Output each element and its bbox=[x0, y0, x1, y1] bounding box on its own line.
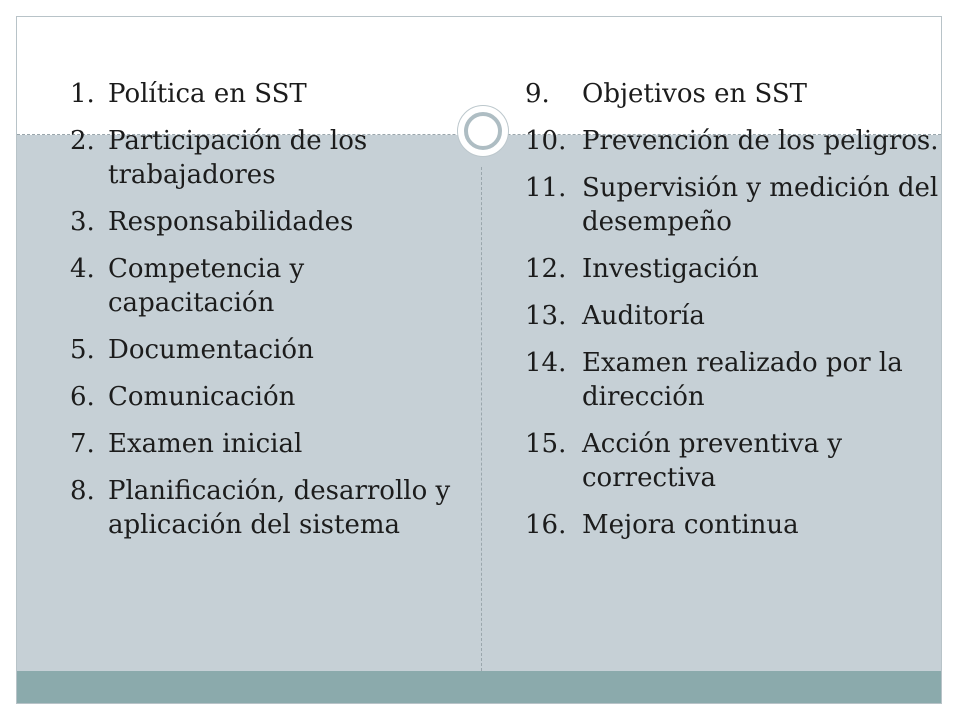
item-text: Mejora continua bbox=[582, 510, 799, 540]
item-text: Documentación bbox=[108, 335, 314, 365]
item-number: 8. bbox=[70, 476, 95, 506]
item-text: Objetivos en SST bbox=[582, 79, 808, 109]
item-text: Examen inicial bbox=[108, 429, 303, 459]
column-divider bbox=[481, 167, 482, 671]
list-item bbox=[525, 77, 942, 111]
list-item bbox=[70, 124, 470, 192]
item-number: 14. bbox=[525, 348, 567, 378]
list-item bbox=[70, 252, 470, 320]
item-number: 13. bbox=[525, 301, 567, 331]
list-item bbox=[525, 299, 942, 333]
item-number: 4. bbox=[70, 254, 95, 284]
list-item bbox=[70, 333, 470, 367]
item-number: 5. bbox=[70, 335, 95, 365]
list-item bbox=[70, 77, 470, 111]
item-number: 7. bbox=[70, 429, 95, 459]
list-item bbox=[70, 380, 470, 414]
item-number: 6. bbox=[70, 382, 95, 412]
slide bbox=[16, 16, 942, 704]
list-item bbox=[525, 346, 942, 414]
item-text: Responsabilidades bbox=[108, 207, 354, 237]
left-list bbox=[70, 77, 470, 555]
item-number: 16. bbox=[525, 510, 567, 540]
item-number: 15. bbox=[525, 429, 567, 459]
list-item bbox=[70, 427, 470, 461]
list-item bbox=[525, 171, 942, 239]
item-text: Competencia y capacitación bbox=[108, 254, 305, 318]
list-item bbox=[525, 124, 942, 158]
list-item bbox=[525, 252, 942, 286]
list-item bbox=[70, 474, 470, 542]
right-list bbox=[525, 77, 942, 555]
item-text: Participación de los trabajadores bbox=[108, 126, 368, 190]
item-text: Prevención de los peligros. bbox=[582, 126, 939, 156]
item-text: Investigación bbox=[582, 254, 759, 284]
item-text: Comunicación bbox=[108, 382, 296, 412]
item-number: 12. bbox=[525, 254, 567, 284]
item-number: 2. bbox=[70, 126, 95, 156]
list-item bbox=[525, 508, 942, 542]
item-text: Planificación, desarrollo y aplicación del sistema bbox=[108, 476, 451, 540]
item-number: 10. bbox=[525, 126, 567, 156]
list-item bbox=[70, 205, 470, 239]
item-text: Acción preventiva y correctiva bbox=[582, 429, 843, 493]
item-number: 3. bbox=[70, 207, 95, 237]
item-text: Examen realizado por la dirección bbox=[582, 348, 903, 412]
item-number: 9. bbox=[525, 79, 550, 109]
item-number: 1. bbox=[70, 79, 95, 109]
item-text: Política en SST bbox=[108, 79, 307, 109]
item-text: Auditoría bbox=[582, 301, 705, 331]
list-item bbox=[525, 427, 942, 495]
item-number: 11. bbox=[525, 173, 567, 203]
item-text: Supervisión y medición del desempeño bbox=[582, 173, 939, 237]
bottom-band bbox=[17, 671, 941, 704]
